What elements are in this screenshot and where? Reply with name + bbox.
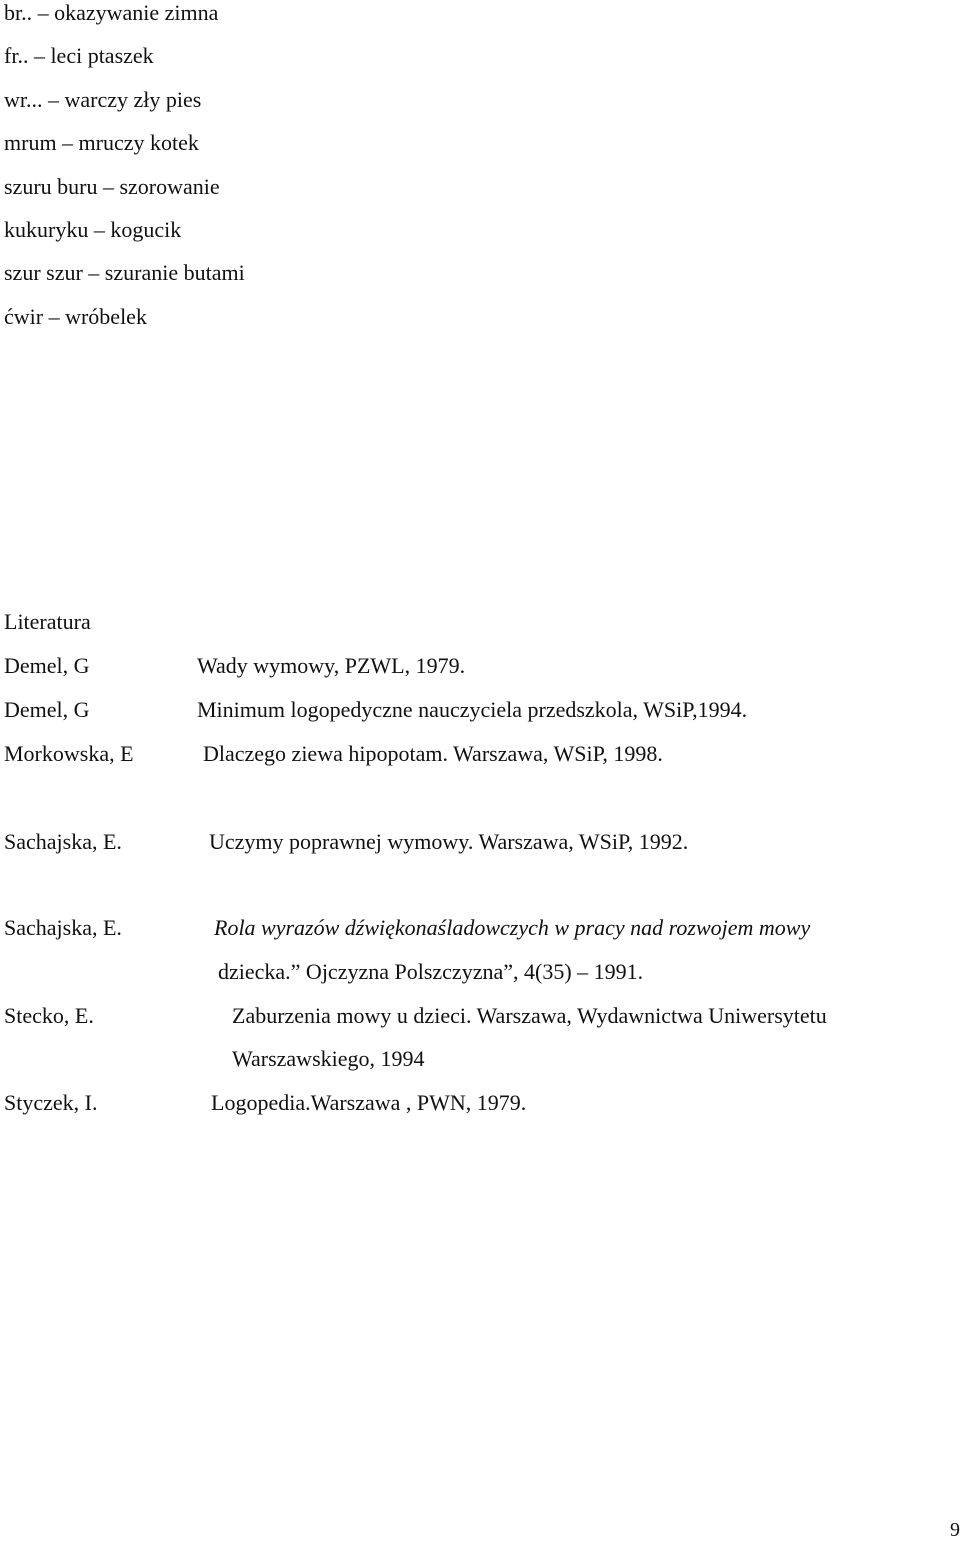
bib-work: Uczymy poprawnej wymowy. Warszawa, WSiP, 1992. — [209, 829, 689, 854]
bib-author: Stecko, E. — [4, 1003, 94, 1028]
onomatopoeia-item: wr... – warczy zły pies — [4, 87, 202, 112]
bib-author: Sachajska, E. — [4, 915, 122, 940]
page-number: 9 — [950, 1519, 960, 1541]
bib-work: Minimum logopedyczne nauczyciela przedszkola, WSiP,1994. — [197, 697, 748, 722]
bib-work-continued: dziecka.” Ojczyzna Polszczyzna”, 4(35) – 1991. — [218, 959, 644, 984]
bib-work-italic: Rola wyrazów dźwiękonaśladowczych w pracy nad rozwojem mowy — [214, 915, 811, 940]
bib-work: Wady wymowy, PZWL, 1979. — [197, 653, 466, 678]
bib-author: Styczek, I. — [4, 1090, 98, 1115]
onomatopoeia-item: br.. – okazywanie zimna — [4, 0, 219, 25]
onomatopoeia-item: szuru buru – szorowanie — [4, 174, 220, 199]
onomatopoeia-item: kukuryku – kogucik — [4, 217, 182, 242]
bib-author: Morkowska, E — [4, 741, 134, 766]
onomatopoeia-item: szur szur – szuranie butami — [4, 260, 245, 285]
bib-work: Zaburzenia mowy u dzieci. Warszawa, Wydawnictwa Uniwersytetu — [232, 1003, 827, 1028]
bib-work-continued: Warszawskiego, 1994 — [232, 1046, 425, 1071]
onomatopoeia-item: fr.. – leci ptaszek — [4, 43, 154, 68]
literature-heading: Literatura — [4, 609, 91, 634]
bib-author: Demel, G — [4, 653, 90, 678]
bib-author: Demel, G — [4, 697, 90, 722]
bib-work: Logopedia.Warszawa , PWN, 1979. — [211, 1090, 527, 1115]
onomatopoeia-item: mrum – mruczy kotek — [4, 130, 199, 155]
bib-author: Sachajska, E. — [4, 829, 122, 854]
onomatopoeia-item: ćwir – wróbelek — [4, 304, 147, 329]
bib-work: Dlaczego ziewa hipopotam. Warszawa, WSiP, 1998. — [203, 741, 663, 766]
